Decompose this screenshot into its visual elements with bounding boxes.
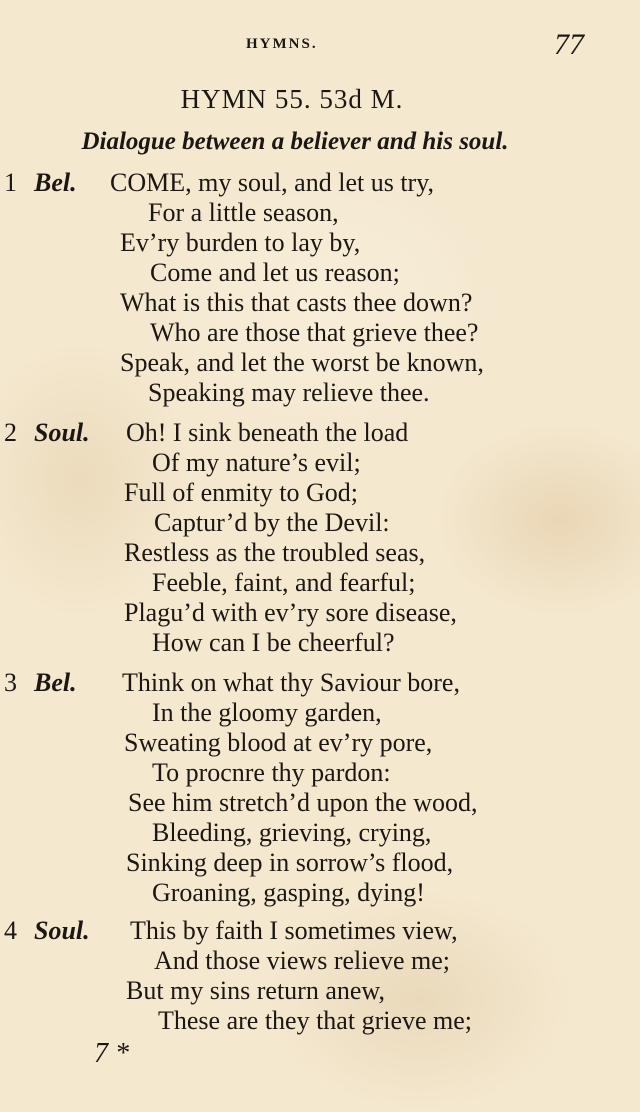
- verse-line: Of my nature’s evil;: [152, 448, 361, 477]
- verse-line: Who are those that grieve thee?: [150, 318, 479, 347]
- signature-mark: 7 *: [94, 1038, 129, 1069]
- stanza-number: 4: [4, 916, 17, 945]
- verse-line: Sweating blood at ev’ry pore,: [124, 728, 433, 757]
- verse-line: Think on what thy Saviour bore,: [122, 668, 460, 697]
- verse-line: How can I be cheerful?: [152, 628, 395, 657]
- verse-line: Full of enmity to God;: [124, 478, 358, 507]
- page-header: [0, 30, 640, 70]
- verse-line: This by faith I sometimes view,: [130, 916, 458, 945]
- verse-line: Sinking deep in sorrow’s flood,: [126, 848, 454, 877]
- verse-line: Groaning, gasping, dying!: [152, 878, 425, 907]
- verse-line: Restless as the troubled seas,: [124, 538, 426, 567]
- verse-line: To procnre thy pardon:: [152, 758, 391, 787]
- verse-line: COME, my soul, and let us try,: [110, 168, 435, 197]
- verse-line: What is this that casts thee down?: [120, 288, 473, 317]
- verse-line: Come and let us reason;: [150, 258, 400, 287]
- verse-line: Feeble, faint, and fearful;: [152, 568, 416, 597]
- stanza-number: 2: [4, 418, 17, 447]
- verse-line: Speak, and let the worst be known,: [120, 348, 484, 377]
- speaker-label: Soul.: [34, 418, 90, 447]
- hymn-subtitle: Dialogue between a believer and his soul.: [81, 128, 509, 155]
- verse-line: In the gloomy garden,: [152, 698, 382, 727]
- verse-line: These are they that grieve me;: [158, 1006, 473, 1035]
- verse-line: Oh! I sink beneath the load: [126, 418, 409, 447]
- speaker-label: Soul.: [34, 916, 90, 945]
- verse-line: See him stretch’d upon the wood,: [128, 788, 478, 817]
- verse-line: But my sins return anew,: [126, 976, 385, 1005]
- stanza-number: 1: [4, 168, 17, 197]
- stanza-number: 3: [4, 668, 17, 697]
- verse-line: Ev’ry burden to lay by,: [120, 228, 361, 257]
- verse-line: Bleeding, grieving, crying,: [152, 818, 432, 847]
- verse-line: Captur’d by the Devil:: [154, 508, 390, 537]
- hymn-title: HYMN 55. 53d M.: [180, 84, 404, 114]
- verse-line: Speaking may relieve thee.: [148, 378, 430, 407]
- verse-line: Plagu’d with ev’ry sore disease,: [124, 598, 457, 627]
- speaker-label: Bel.: [34, 668, 77, 697]
- speaker-label: Bel.: [34, 168, 77, 197]
- page-number: 77: [554, 28, 584, 61]
- verse-line: For a little season,: [148, 198, 339, 227]
- running-head: HYMNS.: [246, 36, 318, 52]
- verse-line: And those views relieve me;: [154, 946, 451, 975]
